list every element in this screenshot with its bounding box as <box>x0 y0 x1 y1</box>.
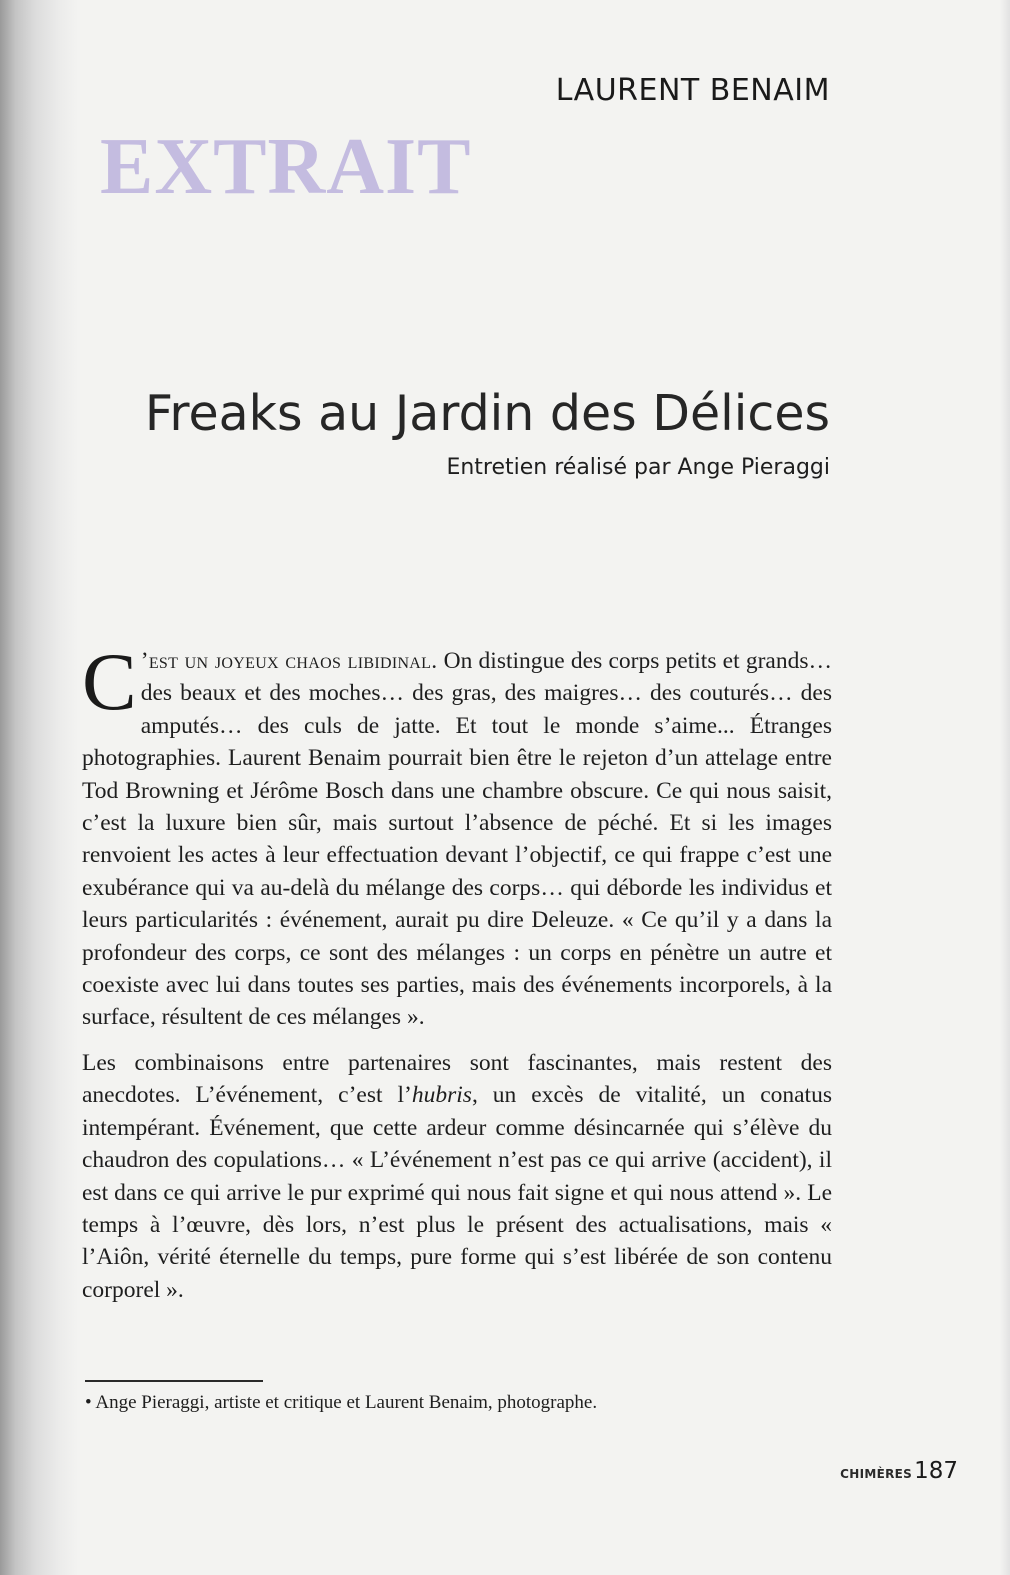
extrait-watermark: EXTRAIT <box>100 123 472 211</box>
lead-in-smallcaps: ’est un joyeux chaos libidinal. <box>140 648 438 674</box>
running-header-author: LAURENT BENAIM <box>555 73 830 108</box>
article-body <box>82 636 832 1319</box>
footnote: • Ange Pieraggi, artiste et critique et Laurent Benaim, photographe. <box>85 1392 598 1413</box>
page-number: 187 <box>914 1458 958 1484</box>
paragraph-1-text: On distingue des corps petits et grands… des beaux et des moches… des gras, des maigres… des couturés… des amputés… des culs de jatte. Et tout le monde s’aime... Étranges photographies. Laurent Benaim pourrait bien être le rejeton d’un attelage entre Tod Browning et Jérôme Bosch dans une chambre obscure. Ce qui nous saisit, c’est la luxure bien sûr, mais surtout l’absence de péché. Et si les images renvoient les actes à leur effectuation devant l’objectif, ce qui frappe c’est une exubérance qui va au-delà du mélange des corps… qui déborde les individus et leurs particularités : événement, aurait pu dire Deleuze. « Ce qu’il y a dans la profondeur des corps, ce sont des mélanges : un corps en pénètre un autre et coexiste avec lui dans toutes ses parties, mais des événements incorporels, à la surface, résultent de ces mélanges ». <box>82 648 832 1031</box>
journal-name: CHIMÈRES <box>840 1467 913 1481</box>
article-subtitle: Entretien réalisé par Ange Pieraggi <box>446 455 830 480</box>
footnote-divider <box>85 1380 263 1382</box>
article-title: Freaks au Jardin des Délices <box>144 385 830 442</box>
paragraph-2-start: Les combinaisons entre partenaires sont fascinantes, mais restent des anecdotes. L’événement, c’est l’ <box>82 1049 832 1109</box>
paragraph-2-rest: , un excès de vitalité, un conatus intempérant. Événement, que cette ardeur comme désincarnée qui s’élève du chaudron des copulations… « L’événement n’est pas ce qui arrive (accident), il est dans ce qui arrive le pur exprimé qui nous fait signe et qui nous attend ». Le temps à l’œuvre, dès lors, n’est plus le présent des actualisations, mais « l’Aiôn, vérité éternelle du temps, pure forme qui s’est libérée de son contenu corporel ». <box>82 1082 832 1303</box>
page-footer <box>840 1458 958 1484</box>
book-binding-shadow <box>0 0 78 1575</box>
paragraph-2-italic: hubris <box>411 1082 472 1109</box>
paragraph-2 <box>82 1047 832 1306</box>
drop-cap: C <box>82 636 137 727</box>
page-edge-shadow <box>1000 0 1010 1575</box>
paragraph-1 <box>82 636 832 1034</box>
